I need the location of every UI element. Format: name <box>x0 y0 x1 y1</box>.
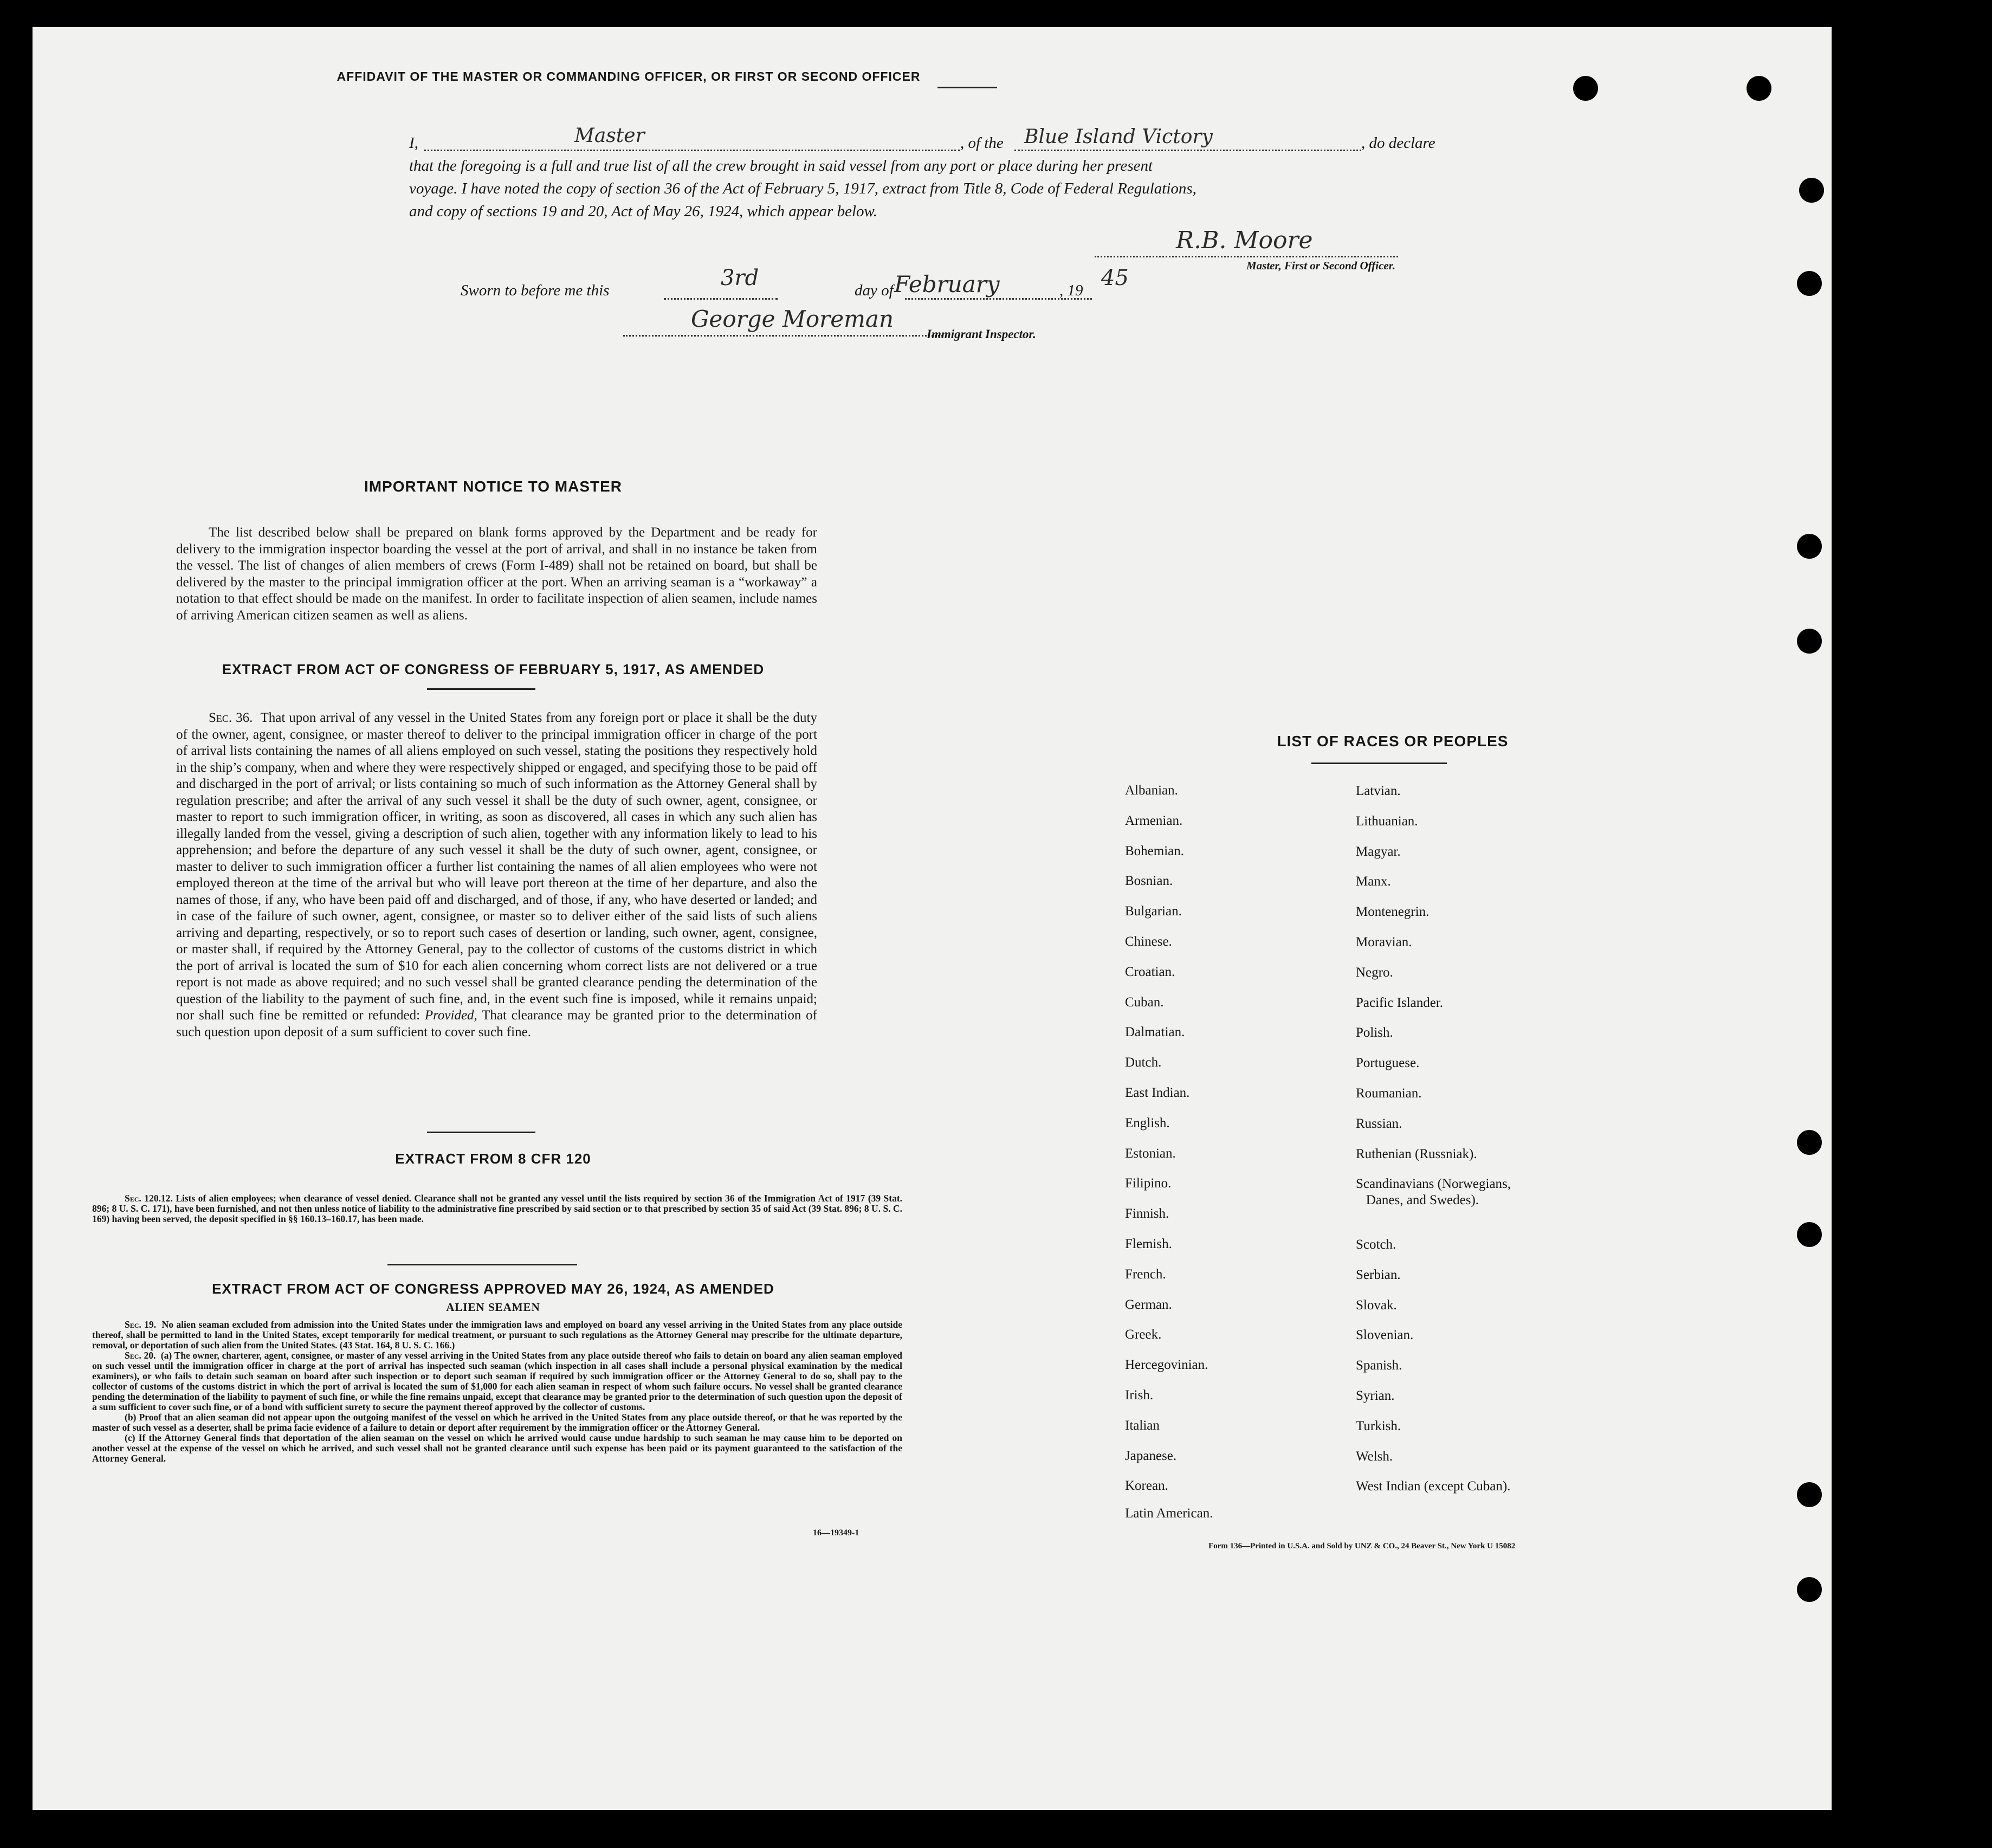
race-item: Finnish. <box>1125 1206 1169 1222</box>
race-item: Italian <box>1125 1418 1160 1433</box>
extract-1924-body <box>92 1320 902 1464</box>
race-item: Korean. <box>1125 1478 1168 1494</box>
inspector-signature[interactable]: George Moreman <box>691 306 894 332</box>
vessel-name-handwritten[interactable]: Blue Island Victory <box>1024 126 1213 148</box>
race-item: Scotch. <box>1356 1237 1396 1252</box>
divider <box>427 1132 535 1133</box>
punch-hole <box>1799 178 1824 203</box>
document-page <box>33 27 1832 1810</box>
sec-19-label: Sec. 19. <box>125 1319 156 1330</box>
race-item: Croatian. <box>1125 964 1175 979</box>
form-code: 16—19349-1 <box>813 1528 859 1537</box>
officer-signature-line <box>1095 256 1398 257</box>
race-item: Dutch. <box>1125 1055 1162 1070</box>
punch-hole <box>1797 1482 1822 1507</box>
punch-hole <box>1573 76 1598 101</box>
race-item: Magyar. <box>1356 844 1401 859</box>
year-prefix: , 19 <box>1059 282 1083 299</box>
race-item: Japanese. <box>1125 1448 1177 1463</box>
affidavit-line-4: and copy of sections 19 and 20, Act of May 26, 1924, which appear below. <box>409 203 877 220</box>
provided-label: Provided, <box>424 1008 477 1023</box>
extract-1917-heading: EXTRACT FROM ACT OF CONGRESS OF FEBRUARY 5, 1917, AS AMENDED <box>222 661 765 677</box>
race-item: Russian. <box>1356 1116 1402 1131</box>
race-item: Serbian. <box>1356 1267 1401 1282</box>
race-item: Syrian. <box>1356 1388 1395 1403</box>
race-item: Pacific Islander. <box>1356 995 1444 1010</box>
race-item: Turkish. <box>1356 1418 1401 1433</box>
month-handwritten[interactable]: February <box>894 271 1000 298</box>
race-item: Negro. <box>1356 965 1393 980</box>
race-item: Albanian. <box>1125 783 1178 798</box>
race-item: Bosnian. <box>1125 874 1173 889</box>
sec-36-label: Sec. 36. <box>209 710 253 725</box>
day-line <box>664 298 778 300</box>
year-handwritten[interactable]: 45 <box>1101 266 1129 290</box>
race-item: Irish. <box>1125 1388 1154 1403</box>
race-item: Montenegrin. <box>1356 904 1430 920</box>
race-item: English. <box>1125 1115 1170 1130</box>
race-item: Manx. <box>1356 874 1391 889</box>
race-item: Roumanian. <box>1356 1086 1422 1101</box>
officer-caption: Master, First or Second Officer. <box>1246 259 1395 272</box>
race-item: West Indian (except Cuban). <box>1356 1479 1511 1494</box>
officer-signature[interactable]: R.B. Moore <box>1176 227 1313 254</box>
race-item: Polish. <box>1356 1025 1393 1041</box>
sec-20c-paragraph: (c) If the Attorney General finds that deportation of the alien seaman on the vessel on which he arrived would cause undue hardship to such seaman he may cause him to be deported on another vessel at the expense of the vessel on which he arrived, and such vessel shall not be granted clearance until such expense has been paid or its payment guaranteed to the satisfaction of the Attorney General. <box>92 1432 902 1464</box>
sec-36-text: That upon arrival of any vessel in the United States from any foreign port or place it shall be the duty of the owner, agent, consignee, or master thereof to deliver to the principal immigration officer in charge of the port of arrival lists containing the names of all aliens employed on such vessel, stating the positions they respectively hold in the ship’s company, when and where they were respectively shipped or engaged, and specifying those to be paid off and discharged in the port of arrival; or lists containing so much of such information as the Attorney General shall by regulation prescribe; and after the arrival of any such vessel it shall be the duty of such owner, agent, consignee, or master to report to such immigration officer, in writing, as soon as discovered, all cases in which any such alien has illegally landed from the vessel, giving a description of such alien, together with any information likely to lead to his apprehension; and before the departure of any such vessel it shall be the duty of such owner, agent, consignee, or master to deliver to such immigration officer a further list containing the names of all alien employees who were not employed thereon at the time of the arrival but who will leave port thereon at the time of her departure, and also the names of those, if any, who have been paid off and discharged, and of those, if any, who have deserted or landed; and in case of the failure of such owner, agent, consignee, or master so to deliver either of the said lists of such aliens arriving and departing, respectively, or so to report such cases of desertion or landing, such owner, agent, consignee, or master shall, if required by the Attorney General, pay to the collector of customs of the customs district in which the port of arrival is located the sum of $10 for each alien concerning whom correct lists are not delivered or a true report is not made as above required; and no such vessel shall be granted clearance pending the determination of the question of the liability to the payment of such fine, and, in the event such fine is imposed, while it remains unpaid; nor shall such fine be remitted or refunded: <box>176 710 817 1023</box>
race-item: Lithuanian. <box>1356 813 1418 829</box>
race-item: French. <box>1125 1267 1166 1282</box>
extract-1917-body <box>176 710 817 1041</box>
punch-hole <box>1797 1577 1822 1602</box>
inspector-caption: Immigrant Inspector. <box>927 327 1036 341</box>
divider <box>387 1264 577 1265</box>
affidavit-line-3: voyage. I have noted the copy of section 36 of the Act of February 5, 1917, extract from Title 8, Code of Federal Regulations, <box>409 180 1197 197</box>
race-item: Armenian. <box>1125 813 1183 828</box>
day-of-label: day of <box>855 282 894 299</box>
master-name-line <box>424 150 960 151</box>
notice-body: The list described below shall be prepared on blank forms approved by the Department and be ready for delivery to the immigration inspector boarding the vessel at the port of arrival, and shall in no instance be taken from the vessel. The list of changes of alien members of crews (Form I-489) shall not be retained on board, but shall be delivered by the master to the principal immigration officer at the port. When an arriving seaman is a “workaway” a notation to that effect should be made on the manifest. In order to facilitate inspection of alien seamen, include names of arriving American citizen seamen as well as aliens. <box>176 525 817 623</box>
divider <box>937 87 997 88</box>
affidavit-i-label: I, <box>409 134 418 152</box>
sec-20a-paragraph <box>92 1351 902 1412</box>
race-item: Moravian. <box>1356 935 1412 949</box>
race-item: Hercegovinian. <box>1125 1358 1208 1373</box>
do-declare-label: , do declare <box>1361 134 1435 152</box>
race-item: Slovenian. <box>1356 1328 1414 1343</box>
race-item: Latvian. <box>1356 784 1401 798</box>
master-name-handwritten[interactable]: Master <box>574 125 645 147</box>
punch-hole <box>1797 629 1822 654</box>
inspector-signature-line <box>623 335 943 337</box>
race-item: Slovak. <box>1356 1297 1397 1313</box>
sec-19-paragraph <box>92 1320 902 1351</box>
race-item: Bulgarian. <box>1125 904 1182 919</box>
printer-footer: Form 136—Printed in U.S.A. and Sold by UNZ & CO., 24 Beaver St., New York U 15082 <box>1208 1542 1516 1550</box>
punch-hole <box>1747 76 1771 101</box>
race-item: Welsh. <box>1356 1449 1393 1464</box>
sworn-label: Sworn to before me this <box>461 282 610 299</box>
punch-hole <box>1797 271 1822 296</box>
race-item: Cuban. <box>1125 994 1164 1010</box>
race-item: Portuguese. <box>1356 1056 1420 1071</box>
race-item: Chinese. <box>1125 934 1172 949</box>
sec-120-text: Lists of alien employees; when clearance of vessel denied. Clearance shall not be granted any vessel until the lists required by section 36 of the Immigration Act of 1917 (39 Stat. 896; 8 U. S. C. 171), have been furnished, and not then unless notice of liability to the administrative fine prescribed by said section or to that prescribed by section 35 of said Act (39 Stat. 896; 8 U. S. C. 169) having been served, the deposit specified in §§ 160.13–160.17, has been made. <box>92 1193 903 1224</box>
affidavit-line-2: that the foregoing is a full and true list of all the crew brought in said vessel from any port or place during her present <box>409 157 1153 175</box>
day-handwritten[interactable]: 3rd <box>721 266 759 290</box>
race-item: Latin American. <box>1125 1506 1213 1521</box>
race-item: Dalmatian. <box>1125 1025 1185 1040</box>
notice-heading: IMPORTANT NOTICE TO MASTER <box>364 478 623 495</box>
race-item: German. <box>1125 1297 1172 1312</box>
vessel-name-line <box>1014 150 1361 151</box>
extract-cfr-heading: EXTRACT FROM 8 CFR 120 <box>395 1151 591 1167</box>
extract-cfr-body <box>92 1193 902 1224</box>
race-item: Ruthenian (Russniak). <box>1356 1146 1477 1161</box>
race-item: Bohemian. <box>1125 843 1185 858</box>
punch-hole <box>1797 1222 1822 1247</box>
race-item: Spanish. <box>1356 1358 1402 1373</box>
sec-20-label: Sec. 20. <box>125 1350 156 1361</box>
race-item: Estonian. <box>1125 1146 1176 1161</box>
extract-1924-heading: EXTRACT FROM ACT OF CONGRESS APPROVED MAY 26, 1924, AS AMENDED <box>212 1281 774 1297</box>
race-item: Flemish. <box>1125 1237 1172 1251</box>
divider <box>1311 763 1447 764</box>
punch-hole <box>1797 534 1822 559</box>
divider <box>427 688 535 690</box>
sec-19-text: No alien seaman excluded from admission into the United States under the immigration laws and employed on board any vessel arriving in the United States from any place outside thereof, shall be permitted to land in the United States, except temporarily for medical treatment, or pursuant to such regulations as the Attorney General may prescribe for the ultimate departure, removal, or deportation of such alien from the United States. (43 Stat. 164, 8 U. S. C. 166.) <box>92 1319 902 1351</box>
sec-120-label: Sec. 120.12. <box>125 1193 173 1204</box>
race-item: East Indian. <box>1125 1085 1190 1100</box>
race-item: Filipino. <box>1125 1176 1172 1191</box>
sec-20a-text: (a) The owner, charterer, agent, consignee, or master of any vessel arriving in the United States from any place outside thereof who fails to detain on board any alien seaman employed on such vessel until the immigration officer in charge at the port of arrival has inspected such seaman (which inspection in all cases shall include a personal physical examination by the medical examiners), or who fails to detain such seaman on board after such inspection or to deport such seaman if required by such immigration officer or the Attorney General to do so, shall pay to the collector of customs of the customs district in which the port of arrival is located the sum of $1,000 for each alien seaman in respect of whom such failure occurs. No vessel shall be granted clearance pending the determination of the liability to payment of such fine, or while the fine remains unpaid, except that clearance may be granted prior to the determination of such question upon the deposit of a sum sufficient to cover such fine, or of a bond with sufficient surety to secure the payment thereof approved by the collector of customs. <box>92 1350 903 1412</box>
race-item: Greek. <box>1125 1327 1162 1342</box>
sec-20b-paragraph: (b) Proof that an alien seaman did not appear upon the outgoing manifest of the vessel on which he arrived in the United States from any place outside thereof, or that he was reported by the master of such vessel as a deserter, shall be prima facie evidence of a failure to detain or deport after requirement by the immigration officer or the Attorney General. <box>92 1412 902 1433</box>
punch-hole <box>1797 1130 1822 1155</box>
race-item: Scandinavians (Norwegians, Danes, and Swedes). <box>1356 1177 1511 1208</box>
races-heading: LIST OF RACES OR PEOPLES <box>1277 733 1509 749</box>
sec-36-text-end: That clearance may be granted prior to the determination of such question upon deposit of a sum sufficient to cover such fine. <box>176 1008 817 1039</box>
of-the-label: , of the <box>960 134 1004 152</box>
extract-1924-subheading: ALIEN SEAMEN <box>446 1301 540 1314</box>
affidavit-title: AFFIDAVIT OF THE MASTER OR COMMANDING OFFICER, OR FIRST OR SECOND OFFICER <box>337 69 921 83</box>
